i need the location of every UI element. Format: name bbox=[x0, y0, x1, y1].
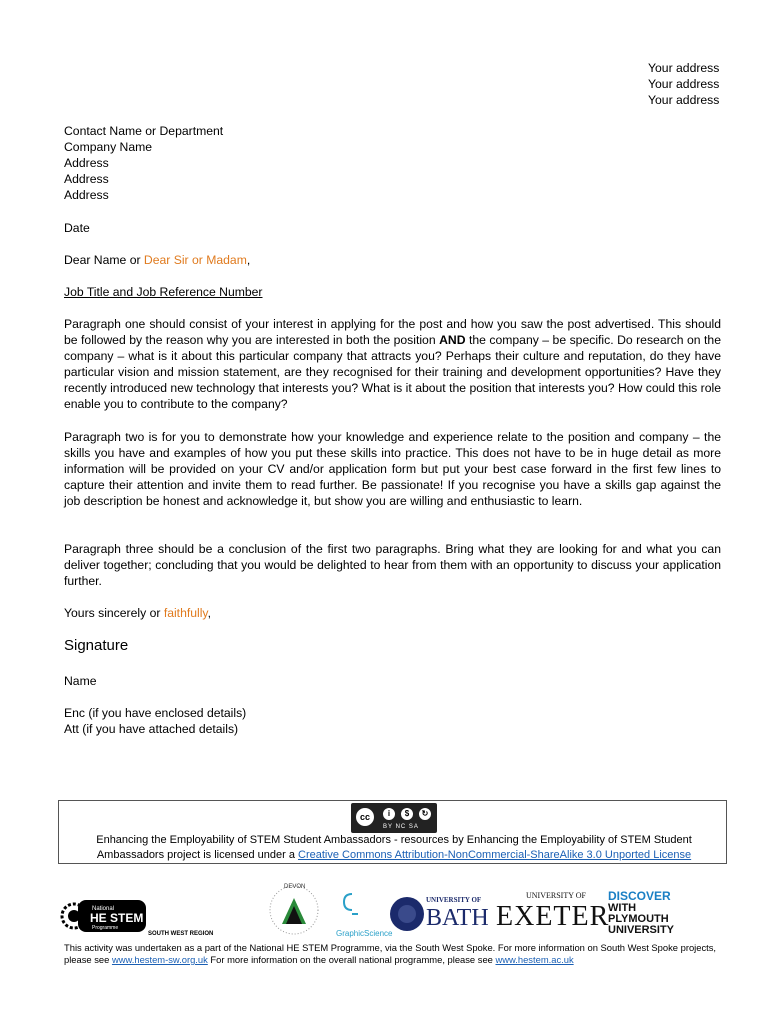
by-icon: i bbox=[381, 806, 397, 822]
sender-address-line: Your address bbox=[648, 61, 720, 75]
university-of-exeter-logo bbox=[496, 891, 609, 932]
exeter-label: EXETER bbox=[496, 901, 610, 932]
job-title: Job Title and Job Reference Number bbox=[64, 285, 263, 299]
graphic-science-logo bbox=[336, 894, 393, 938]
license-link[interactable]: Creative Commons Attribution-NonCommercial-ShareAlike 3.0 Unported License bbox=[298, 849, 692, 861]
hestem-label: HE STEM bbox=[90, 911, 144, 925]
paragraph-one bbox=[64, 316, 721, 412]
plymouth-with-label: WITH bbox=[608, 902, 637, 914]
bath-university-of-label: UNIVERSITY OF bbox=[426, 896, 482, 904]
salutation-highlight: Dear Sir or Madam bbox=[143, 253, 247, 267]
cc-license-badge-icon bbox=[351, 803, 437, 833]
footer-text-1: This activity was undertaken as a part of the National HE STEM Programme, via the South West Spoke. For more information on South West Spoke projects, please see bbox=[64, 942, 717, 965]
recipient-address-line: Address bbox=[64, 156, 109, 170]
signature: Signature bbox=[64, 637, 129, 654]
sender-address-line: Your address bbox=[648, 93, 720, 107]
devon-label: DEVON bbox=[284, 884, 306, 890]
sa-icon: ↻ bbox=[417, 806, 433, 822]
license-statement: Enhancing the Employability of STEM Student Ambassadors - resources by Enhancing the Employability of STEM Student Ambassadors project is licensed under a bbox=[96, 834, 692, 861]
plymouth-university-label: UNIVERSITY bbox=[608, 924, 675, 936]
bath-label: BATH bbox=[426, 905, 489, 931]
plymouth-university-logo bbox=[608, 889, 675, 936]
sender-name: Name bbox=[64, 674, 97, 688]
hestem-small-label: National bbox=[92, 906, 115, 912]
hestem-link[interactable]: www.hestem.ac.uk bbox=[495, 954, 574, 965]
exeter-university-of-label: UNIVERSITY OF bbox=[526, 891, 586, 900]
paragraph-one-start: Paragraph one should consist of your interest in applying for the post and how you saw the post advertised. This should be followed by the reason why you are interested in both the position bbox=[64, 317, 721, 347]
recipient-address-line: Address bbox=[64, 188, 109, 202]
hestem-sw-link[interactable]: www.hestem-sw.org.uk bbox=[111, 954, 208, 965]
salutation-suffix: , bbox=[246, 253, 251, 267]
enclosure-line: Enc (if you have enclosed details) bbox=[64, 706, 247, 720]
closing bbox=[64, 605, 211, 621]
sender-address-line: Your address bbox=[648, 77, 720, 91]
license-box bbox=[58, 800, 727, 864]
recipient-contact: Contact Name or Department bbox=[64, 124, 224, 138]
closing-suffix: , bbox=[207, 606, 212, 620]
footer-text-2: For more information on the overall national programme, please see bbox=[207, 954, 496, 965]
paragraph-three: Paragraph three should be a conclusion of the first two paragraphs. Bring what they are looking for and what you can deliver together; concluding that you would be delighted to hear from them with an opportunity to discuss your application further. bbox=[64, 542, 721, 588]
hestem-logo bbox=[62, 900, 213, 937]
paragraph-one-end: the company – be specific. Do research on the company – what is it about this particular company that attracts you? Perhaps their culture and reputation, do they have particular vision and mission statement, are they recognised for their training and development opportunities? Have they recently introduced new technology that interests you? What is it about the position that interests you? How could this role enable you to contribute to the company? bbox=[64, 333, 721, 411]
footer-note bbox=[64, 942, 724, 966]
devon-logo bbox=[270, 884, 318, 934]
university-of-bath-logo bbox=[390, 896, 489, 931]
recipient-company: Company Name bbox=[64, 140, 153, 154]
license-text bbox=[79, 833, 709, 863]
paragraph-one-bold: AND bbox=[439, 333, 466, 347]
hestem-region-label: SOUTH WEST REGION bbox=[148, 931, 214, 937]
letter-date: Date bbox=[64, 221, 90, 235]
closing-highlight: faithfully bbox=[163, 606, 208, 620]
graphic-science-label: GraphicScience bbox=[336, 929, 393, 938]
plymouth-discover-label: DISCOVER bbox=[608, 889, 671, 903]
attachment-line: Att (if you have attached details) bbox=[64, 722, 239, 736]
partner-logos bbox=[60, 880, 720, 942]
cc-badge-label: BY NC SA bbox=[383, 824, 419, 830]
plymouth-name-label: PLYMOUTH bbox=[608, 913, 669, 925]
salutation bbox=[64, 252, 250, 268]
closing-prefix: Yours sincerely or bbox=[64, 606, 164, 620]
recipient-address-line: Address bbox=[64, 172, 109, 186]
nc-icon: $ bbox=[399, 806, 415, 822]
salutation-prefix: Dear Name or bbox=[64, 253, 144, 267]
paragraph-two: Paragraph two is for you to demonstrate how your knowledge and experience relate to the position and company – the skills you have and examples of how you put these skills into practice. This does not have to be in huge detail as more information will be provided on your CV and/or application form but put your best case forward in the first few lines to capture their attention and invite them to read further. Be passionate! If you recognise you have a skills gap against the job description be honest and acknowledge it, but show you are willing and enthusiastic to learn. bbox=[64, 430, 721, 508]
hestem-programme-label: Programme bbox=[92, 925, 119, 931]
cc-icon: cc bbox=[354, 806, 376, 828]
